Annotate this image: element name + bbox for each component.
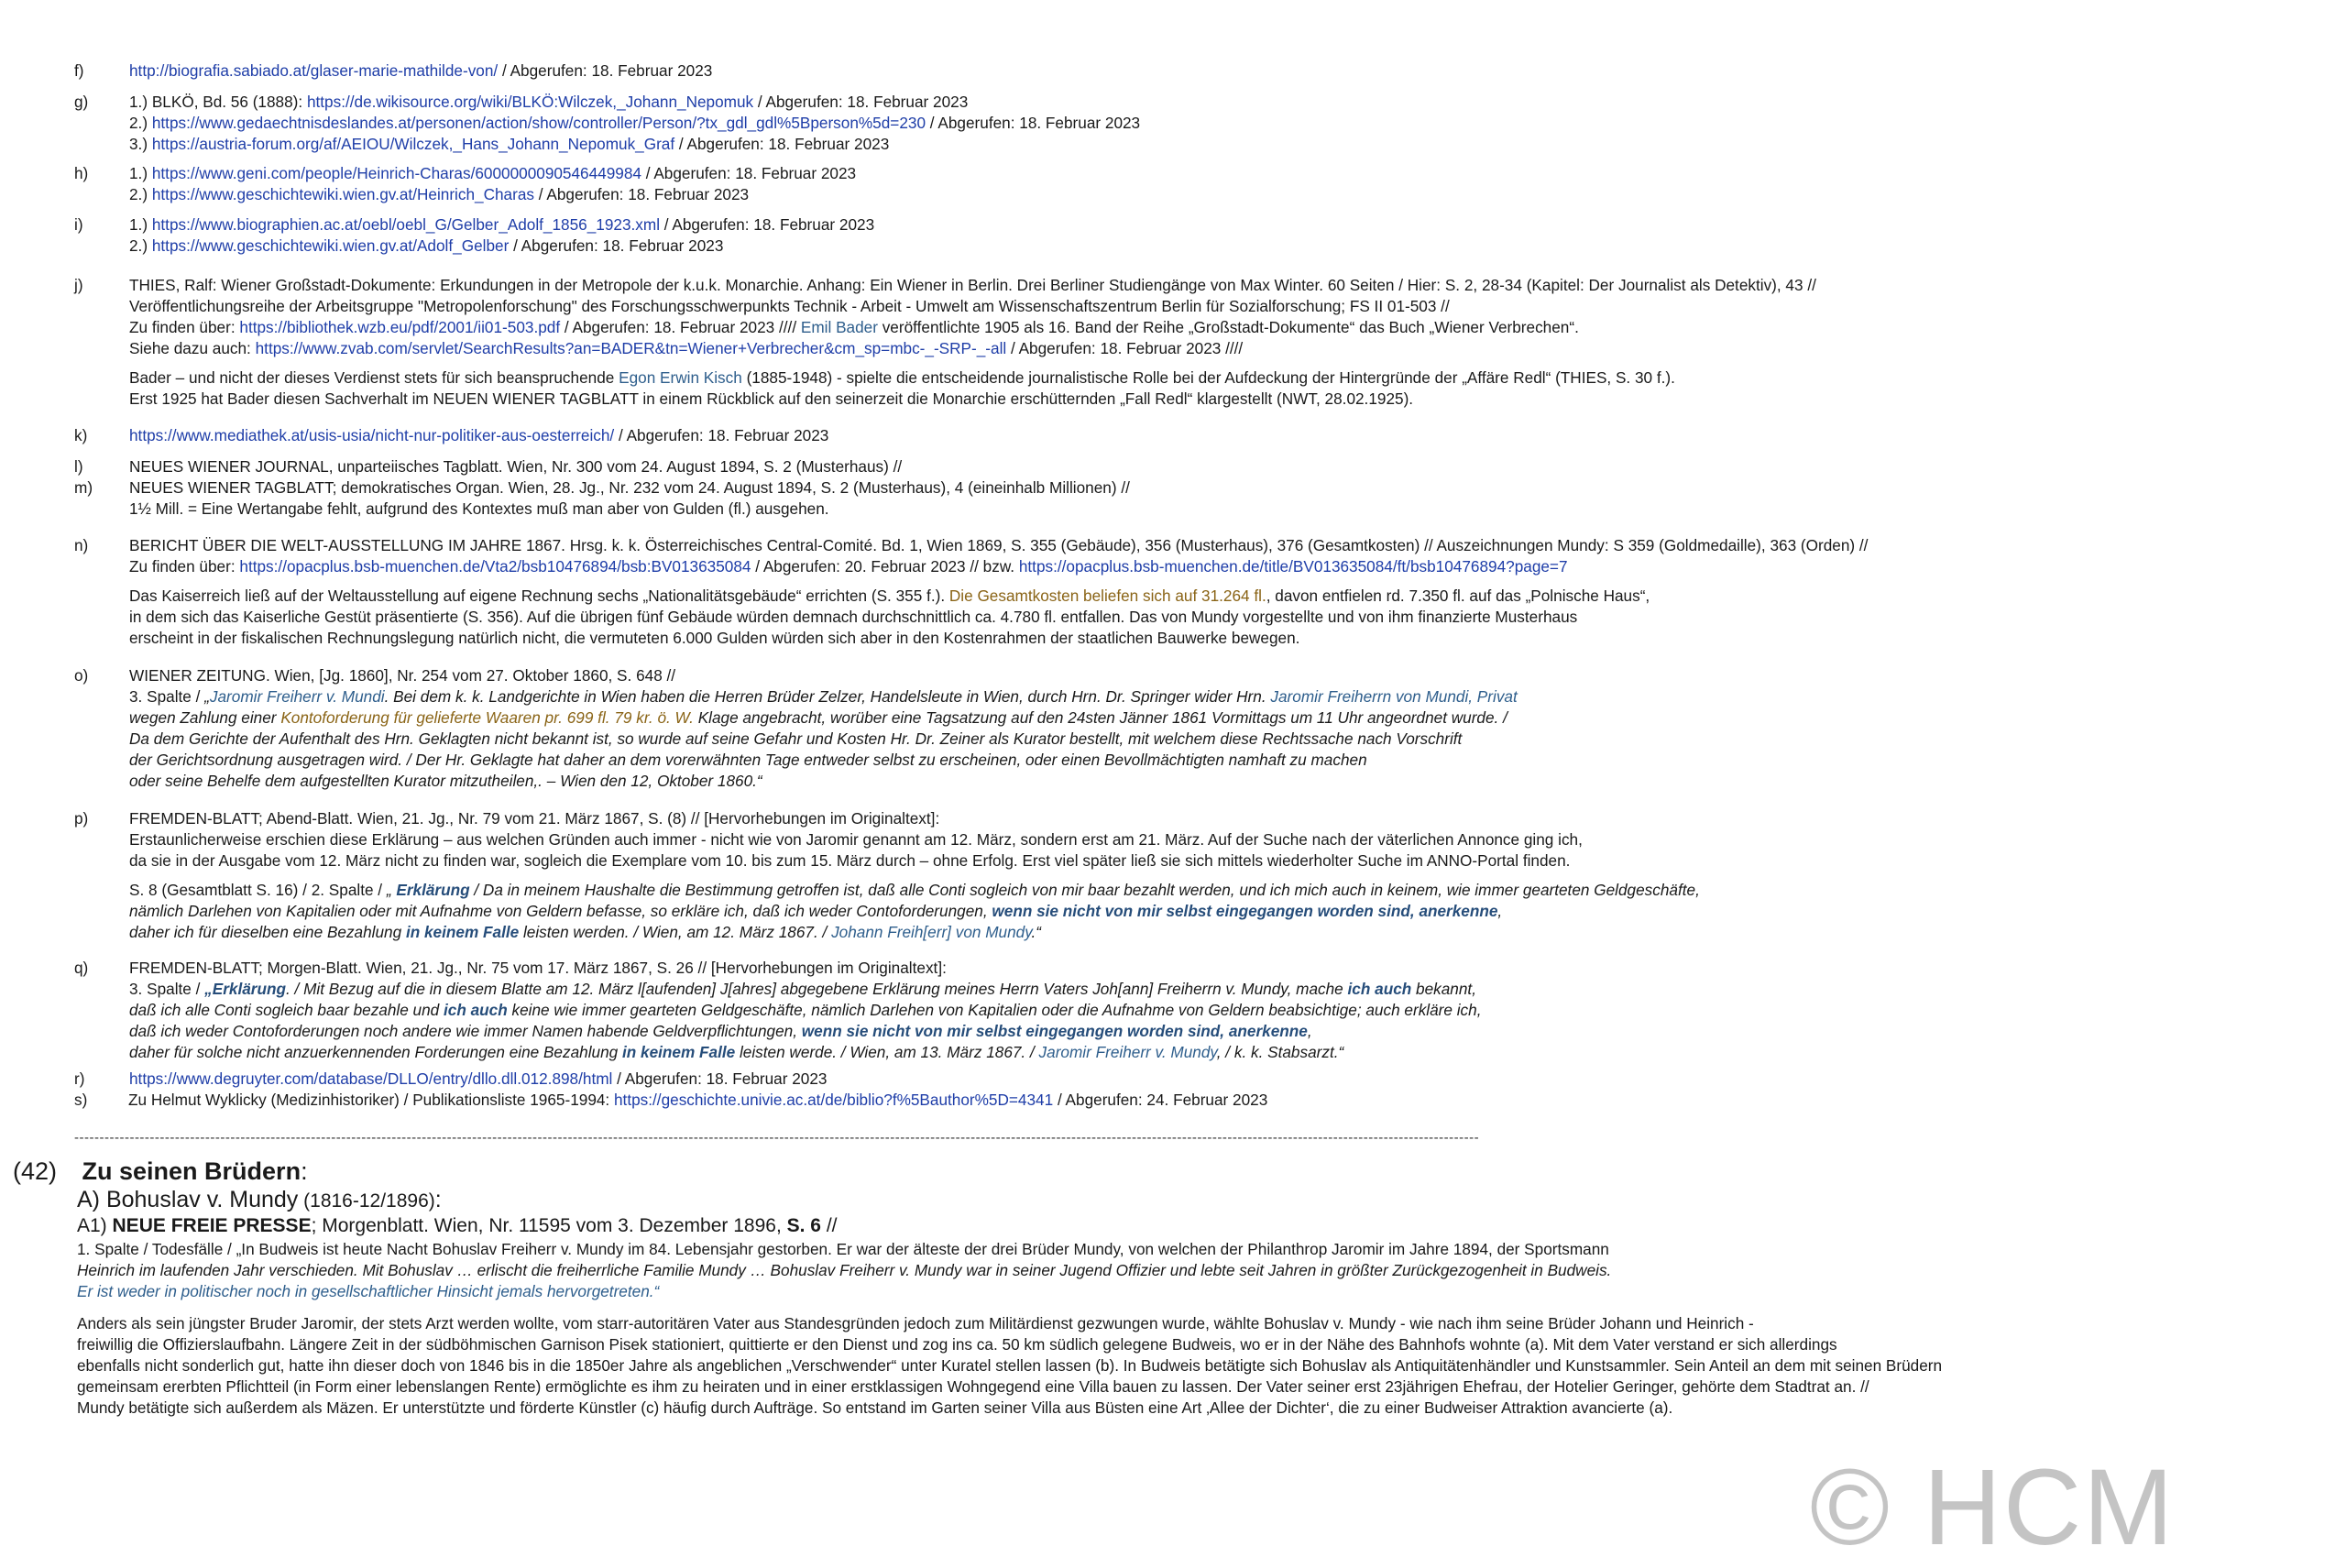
quote-text: 1. Spalte / Todesfälle / „In Budweis ist heute Nacht Bohuslav Freiherr v. Mundy im 84. Lebensjahr gestorben. Er war der älteste der drei Brüder Mundy, von welchen der Philanthrop Jaromir im Jahre 1894, der Sportsmann xyxy=(77,1240,1609,1258)
quote-text: , / k. k. Stabsarzt.“ xyxy=(1216,1043,1344,1061)
quote-text: wegen Zahlung einer xyxy=(129,708,281,727)
footnote-text: erscheint in der fiskalischen Rechnungslegung natürlich nicht, die vermuteten 6.000 Gulden würden sich aber in den Kostenrahmen der staatlichen Bauwerke bewegen. xyxy=(129,629,1300,647)
footnote-link[interactable]: https://www.mediathek.at/usis-usia/nicht-nur-politiker-aus-oesterreich/ xyxy=(129,426,615,444)
quote-text: . / Mit Bezug auf die in diesem Blatte am 12. März l[aufenden] J[ahres] abgegebene Erklärung meines Herrn Vaters Joh[ann] Freiherrn v. Mundy, mache xyxy=(286,980,1348,998)
source-citation-a1 xyxy=(77,1214,838,1238)
footnote-text: Siehe dazu auch: xyxy=(129,339,256,357)
footnote-text: 1.) BLKÖ, Bd. 56 (1888): xyxy=(129,93,307,111)
quote-text: daher ich für dieselben eine Bezahlung xyxy=(129,923,406,941)
footnote-link[interactable]: https://opacplus.bsb-muenchen.de/Vta2/bsb10476894/bsb:BV013635084 xyxy=(239,557,751,576)
footnote-label: q) xyxy=(74,959,89,977)
footnote-text: 3. Spalte / xyxy=(129,687,205,706)
emphasis-text: „Erklärung xyxy=(204,980,286,998)
subheading-a xyxy=(77,1186,442,1215)
footnote-text: FREMDEN-BLATT; Abend-Blatt. Wien, 21. Jg., Nr. 79 vom 21. März 1867, S. (8) // [Hervorhebungen im Originaltext]: xyxy=(129,809,940,828)
footnote-label: j) xyxy=(74,276,83,294)
copyright-watermark: © HCM xyxy=(1810,1447,2176,1568)
footnote-text: Erstaunlicherweise erschien diese Erklärung – aus welchen Gründen auch immer - nicht wie von Jaromir genannt am 12. März, sondern erst am 21. März. Auf der Suche nach der väterlichen Annonce ging ich, xyxy=(129,830,1583,849)
footnote-link[interactable]: https://austria-forum.org/af/AEIOU/Wilczek,_Hans_Johann_Nepomuk_Graf xyxy=(151,135,675,153)
footnote-label: h) xyxy=(74,164,89,182)
footnote-link[interactable]: https://www.zvab.com/servlet/SearchResults?an=BADER&tn=Wiener+Verbrecher&cm_sp=mbc-_-SRP-_-all xyxy=(255,339,1007,357)
emphasis-text: in keinem Falle xyxy=(621,1043,736,1061)
footnote-link[interactable]: https://opacplus.bsb-muenchen.de/title/BV013635084/ft/bsb10476894?page=7 xyxy=(1018,557,1568,576)
emphasis-text: wenn sie nicht von mir selbst eingegangen worden sind, anerkenne xyxy=(801,1022,1308,1040)
paragraph-line: Anders als sein jüngster Bruder Jaromir, der stets Arzt werden wollte, vom starr-autoritären Vater aus Standesgründen jedoch zum Militärdienst gezwungen wurde, wählte Bohuslav v. Mundy - wie nach ihm seine Brüder Johann und Heinrich - xyxy=(77,1314,1754,1332)
footnote-label: p) xyxy=(74,809,89,828)
footnote-link[interactable]: https://www.geschichtewiki.wien.gv.at/Heinrich_Charas xyxy=(151,185,534,203)
quote-text: der Gerichtsordnung ausgetragen wird. / Der Hr. Geklagte hat daher an dem vorerwähnten Tage entweder selbst zu erscheinen, oder einen Bevollmächtigten namhaft zu machen xyxy=(129,751,1367,769)
emphasis-text: Erklärung xyxy=(396,881,470,899)
quote-text: / Da in meinem Haushalte die Bestimmung getroffen ist, daß alle Conti sogleich von mir baar bezahlt werden, und ich mich auch in keinem, wie immer gearteten Geldgeschäfte, xyxy=(469,881,1700,899)
citation-text: // xyxy=(820,1215,838,1236)
quote-text: keine wie immer gearteten Geldgeschäfte, nämlich Darlehen von Kapitalien oder die Aufnahme von Geldern beabsichtige; auch erkläre ich, xyxy=(507,1001,1482,1019)
footnote-text: Bader – und nicht der dieses Verdienst stets für sich beanspruchende xyxy=(129,368,619,387)
footnote-text: veröffentlichte 1905 als 16. Band der Reihe „Großstadt-Dokumente“ das Buch „Wiener Verbrechen“. xyxy=(877,318,1579,336)
footnote-text: / Abgerufen: 18. Februar 2023 //// xyxy=(1006,339,1244,357)
footnote-text: (1885-1948) - spielte die entscheidende journalistische Rolle bei der Aufdeckung der Hintergründe der „Affäre Redl“ (THIES, S. 30 f.). xyxy=(741,368,1675,387)
footnote-text: / Abgerufen: 18. Februar 2023 xyxy=(660,215,875,234)
footnote-text: 3. Spalte / xyxy=(129,980,205,998)
quote-text: bekannt, xyxy=(1411,980,1476,998)
quote-text: daher für solche nicht anzuerkennenden Forderungen eine Bezahlung xyxy=(129,1043,622,1061)
footnote-text: 1½ Mill. = Eine Wertangabe fehlt, aufgrund des Kontextes muß man aber von Gulden (fl.) ausgehen. xyxy=(129,499,829,518)
footnote-link[interactable]: https://de.wikisource.org/wiki/BLKÖ:Wilczek,_Johann_Nepomuk xyxy=(306,93,754,111)
footnote-link[interactable]: http://biografia.sabiado.at/glaser-marie-mathilde-von/ xyxy=(129,61,499,80)
citation-page: S. 6 xyxy=(786,1215,821,1236)
footnote-text: / Abgerufen: 18. Februar 2023 xyxy=(926,114,1141,132)
footnote-text: / Abgerufen: 20. Februar 2023 // bzw. xyxy=(751,557,1019,576)
quote-text: Da dem Gerichte der Aufenthalt des Hrn. Geklagten nicht bekannt ist, so wurde auf seine Gefahr und Kosten Hr. Dr. Zeiner als Kurator bestellt, mit welchem diese Rechtssache nach Vorschrift xyxy=(129,729,1463,748)
footnote-label: k) xyxy=(74,426,88,444)
footnote-text: Zu Helmut Wyklicky (Medizinhistoriker) / Publikationsliste 1965-1994: xyxy=(128,1091,614,1109)
footnote-text: , davon entfielen rd. 7.350 fl. auf das „Polnische Haus“, xyxy=(1266,587,1650,605)
footnote-link[interactable]: https://www.geni.com/people/Heinrich-Charas/6000000090546449984 xyxy=(151,164,641,182)
footnote-text: 1.) xyxy=(129,164,152,182)
highlighted-text: Kontoforderung für gelieferte Waaren pr. 699 fl. 79 kr. ö. W. xyxy=(280,708,694,727)
emphasis-text: ich auch xyxy=(444,1001,508,1019)
emphasis-text: wenn sie nicht von mir selbst eingegangen worden sind, anerkenne xyxy=(992,902,1498,920)
footnote-link[interactable]: https://www.gedaechtnisdeslandes.at/personen/action/show/controller/Person/?tx_gdl_gdl%5Bperson%5d=230 xyxy=(151,114,926,132)
footnote-label: o) xyxy=(74,666,89,685)
footnote-link[interactable]: https://www.geschichtewiki.wien.gv.at/Adolf_Gelber xyxy=(151,236,510,255)
footnote-text: 2.) xyxy=(129,114,152,132)
person-name: Jaromir Freiherr v. Mundy xyxy=(1038,1043,1217,1061)
footnote-text: / Abgerufen: 18. Februar 2023 xyxy=(614,426,829,444)
quote-mark: „ xyxy=(204,687,210,706)
footnote-text: / Abgerufen: 18. Februar 2023 xyxy=(674,135,890,153)
paragraph-line: Mundy betätigte sich außerdem als Mäzen. Er unterstützte und förderte Künstler (c) häufig durch Aufträge. So entstand im Garten seiner Villa aus Büsten eine Art ‚Allee der Dichter‘, die zu einer Budweiser Attraktion avancierte (a). xyxy=(77,1398,1673,1417)
quote-text: nämlich Darlehen von Kapitalien oder mit Aufnahme von Geldern befasse, so erkläre ich, daß ich weder Contoforderungen, xyxy=(129,902,992,920)
section-separator: --------------------------------------------------------------------------------------------------------------------------------------------------------------------------------------------------------------------------------------------------------------------------------------- xyxy=(74,1130,1480,1146)
footnote-text: NEUES WIENER JOURNAL, unparteiisches Tagblatt. Wien, Nr. 300 vom 24. August 1894, S. 2 (Musterhaus) // xyxy=(129,457,903,476)
footnote-text: 2.) xyxy=(129,185,152,203)
footnote-text: 2.) xyxy=(129,236,152,255)
person-name: Emil Bader xyxy=(800,318,878,336)
footnote-label: f) xyxy=(74,61,84,80)
footnote-text: Zu finden über: xyxy=(129,557,240,576)
footnote-label: r) xyxy=(74,1069,85,1088)
footnote-link[interactable]: https://bibliothek.wzb.eu/pdf/2001/ii01-503.pdf xyxy=(239,318,561,336)
quote-text: daß ich weder Contoforderungen noch andere wie immer Namen habende Geldverpflichtungen, xyxy=(129,1022,802,1040)
quote-text: .“ xyxy=(1031,923,1042,941)
footnote-text: S. 8 (Gesamtblatt S. 16) / 2. Spalte / xyxy=(129,881,387,899)
person-name: Egon Erwin Kisch xyxy=(619,368,742,387)
footnote-link[interactable]: https://www.biographien.ac.at/oebl/oebl_G/Gelber_Adolf_1856_1923.xml xyxy=(151,215,661,234)
footnote-text: / Abgerufen: 18. Februar 2023 xyxy=(612,1069,828,1088)
quote-text: daß ich alle Conti sogleich baar bezahle und xyxy=(129,1001,444,1019)
footnote-text: Zu finden über: xyxy=(129,318,240,336)
section-heading xyxy=(13,1157,308,1186)
person-name: Jaromir Freiherrn von Mundi, Privat xyxy=(1270,687,1518,706)
quote-text: Er ist weder in politischer noch in gesellschaftlicher Hinsicht jemals hervorgetreten.“ xyxy=(77,1282,660,1300)
footnote-text: da sie in der Ausgabe vom 12. März nicht zu finden war, sogleich die Exemplare vom 10. bis zum 15. März durch – ohne Erfolg. Erst viel später ließ sie sich mittels wiederholter Suche im ANNO-Portal finden. xyxy=(129,851,1571,870)
paragraph-line: freiwillig die Offizierslaufbahn. Längere Zeit in der südböhmischen Garnison Pisek stationiert, quittierte er den Dienst und zog ins ca. 50 km südlich gelegene Budweis, wo er in der Nähe des Bahnhofs wohnte (a). Mit dem Vater verstand er sich allerdings xyxy=(77,1335,1837,1354)
quote-text: leisten werde. / Wien, am 13. März 1867. / xyxy=(735,1043,1039,1061)
section-title: Zu seinen Brüdern xyxy=(82,1157,301,1185)
footnote-text: WIENER ZEITUNG. Wien, [Jg. 1860], Nr. 254 vom 27. Oktober 1860, S. 648 // xyxy=(129,666,676,685)
subheading-dates: (1816-12/1896) xyxy=(298,1190,435,1212)
newspaper-title: NEUE FREIE PRESSE xyxy=(112,1215,312,1236)
section-title-colon: : xyxy=(301,1157,308,1185)
footnote-text: / Abgerufen: 18. Februar 2023 xyxy=(753,93,969,111)
footnote-text: in dem sich das Kaiserliche Gestüt präsentierte (S. 356). Auf die übrigen fünf Gebäude würden demnach durchschnittlich ca. 4.780 fl. entfallen. Das von Mundy vorgestellte und von ihm finanzierte Musterhaus xyxy=(129,608,1578,626)
footnote-link[interactable]: https://geschichte.univie.ac.at/de/biblio?f%5Bauthor%5D=4341 xyxy=(613,1091,1054,1109)
emphasis-text: ich auch xyxy=(1347,980,1412,998)
paragraph-line: ebenfalls nicht sonderlich gut, hatte ihn dieser doch von 1846 bis in die 1850er Jahre als angeblichen „Verschwender“ unter Kuratel stellen lassen (b). In Budweis betätigte sich Bohuslav als Antiquitätenhändler und Kunstsammler. Sein Anteil an dem mit seinen Brüdern xyxy=(77,1356,1943,1375)
footnote-label: g) xyxy=(74,93,89,111)
quote-text: Heinrich im laufenden Jahr verschieden. Mit Bohuslav … erlischt die freiherrliche Familie Mundy … Bohuslav Freiherr v. Mundy war in seiner Jugend Offizier und lebte seit Jahren in größter Zurückgezogenheit in Budweis. xyxy=(77,1261,1612,1279)
footnote-label: l) xyxy=(74,457,83,476)
footnote-label: s) xyxy=(74,1091,88,1109)
citation-text: A1) xyxy=(77,1215,113,1236)
footnote-text: / Abgerufen: 18. Februar 2023 xyxy=(641,164,857,182)
citation-text: ; Morgenblatt. Wien, Nr. 11595 vom 3. Dezember 1896, xyxy=(311,1215,787,1236)
footnote-text: NEUES WIENER TAGBLATT; demokratisches Organ. Wien, 28. Jg., Nr. 232 vom 24. August 1894, S. 2 (Musterhaus), 4 (eineinhalb Millionen) // xyxy=(129,478,1130,497)
quote-text: oder seine Behelfe dem aufgestellten Kurator mitzutheilen,. – Wien den 12, Oktober 1860.“ xyxy=(129,772,762,790)
emphasis-text: in keinem Falle xyxy=(405,923,520,941)
footnote-text: 1.) xyxy=(129,215,152,234)
subheading-colon: : xyxy=(434,1187,442,1212)
footnote-text: FREMDEN-BLATT; Morgen-Blatt. Wien, 21. Jg., Nr. 75 vom 17. März 1867, S. 26 // [Hervorhebungen im Originaltext]: xyxy=(129,959,947,977)
footnote-text: Das Kaiserreich ließ auf der Weltausstellung auf eigene Rechnung sechs „Nationalitätsgebäude“ errichten (S. 355 f.). xyxy=(129,587,949,605)
footnote-text: / Abgerufen: 18. Februar 2023 xyxy=(533,185,750,203)
quote-text: leisten werden. / Wien, am 12. März 1867. / xyxy=(519,923,832,941)
section-number: (42) xyxy=(13,1157,58,1185)
footnote-text: THIES, Ralf: Wiener Großstadt-Dokumente: Erkundungen in der Metropole der k.u.k. Monarchie. Anhang: Ein Wiener in Berlin. Drei Berliner Studiengänge von Max Winter. 60 Seiten / Hier: S. 2, 28-34 (Kapitel: Der Journalist als Detektiv), 43 // xyxy=(129,276,1816,294)
footnote-label: i) xyxy=(74,215,83,234)
footnote-text: / Abgerufen: 24. Februar 2023 xyxy=(1053,1091,1268,1109)
footnote-label: n) xyxy=(74,536,89,554)
footnote-text: BERICHT ÜBER DIE WELT-AUSSTELLUNG IM JAHRE 1867. Hrsg. k. k. Österreichisches Central-Comité. Bd. 1, Wien 1869, S. 355 (Gebäude), 356 (Musterhaus), 376 (Gesamtkosten) // Auszeichnungen Mundy: S 359 (Goldmedaille), 363 (Orden) // xyxy=(129,536,1869,554)
highlighted-text: Die Gesamtkosten beliefen sich auf 31.264 fl. xyxy=(948,587,1266,605)
footnote-text: / Abgerufen: 18. Februar 2023 xyxy=(509,236,724,255)
person-name: Johann Freih[err] von Mundy xyxy=(831,923,1032,941)
footnote-text: / Abgerufen: 18. Februar 2023 xyxy=(498,61,713,80)
footnote-label: m) xyxy=(74,478,93,497)
quote-text: Klage angebracht, worüber eine Tagsatzung auf den 24sten Jänner 1861 Vormittags um 11 Uhr angeordnet wurde. / xyxy=(693,708,1507,727)
quote-text: . Bei dem k. k. Landgerichte in Wien haben die Herren Brüder Zelzer, Handelsleute in Wien, durch Hrn. Dr. Springer wider Hrn. xyxy=(384,687,1271,706)
person-name: Jaromir Freiherr v. Mundi xyxy=(209,687,385,706)
footnote-text: 3.) xyxy=(129,135,152,153)
footnote-text: / Abgerufen: 18. Februar 2023 //// xyxy=(560,318,801,336)
footnote-link[interactable]: https://www.degruyter.com/database/DLLO/entry/dllo.dll.012.898/html xyxy=(129,1069,613,1088)
footnote-text: Erst 1925 hat Bader diesen Sachverhalt im NEUEN WIENER TAGBLATT in einem Rückblick auf den seinerzeit die Monarchie erschütternden „Fall Redl“ klargestellt (NWT, 28.02.1925). xyxy=(129,389,1414,408)
subheading-name: A) Bohuslav v. Mundy xyxy=(77,1187,299,1212)
quote-mark: „ xyxy=(386,881,397,899)
footnote-text: Veröffentlichungsreihe der Arbeitsgruppe "Metropolenforschung" des Forschungsschwerpunkts Technik - Arbeit - Umwelt am Wissenschaftszentrum Berlin für Sozialforschung; FS II 01-503 // xyxy=(129,297,1450,315)
paragraph-line: gemeinsam ererbten Pflichtteil (in Form einer lebenslangen Rente) ermöglichte es ihm zu heiraten und in einer erstklassigen Wohngegend eine Villa bauen zu lassen. Der Vater seiner erst 23jährigen Ehefrau, der Hotelier Geringer, gehörte dem Stadtrat an. // xyxy=(77,1377,1869,1396)
